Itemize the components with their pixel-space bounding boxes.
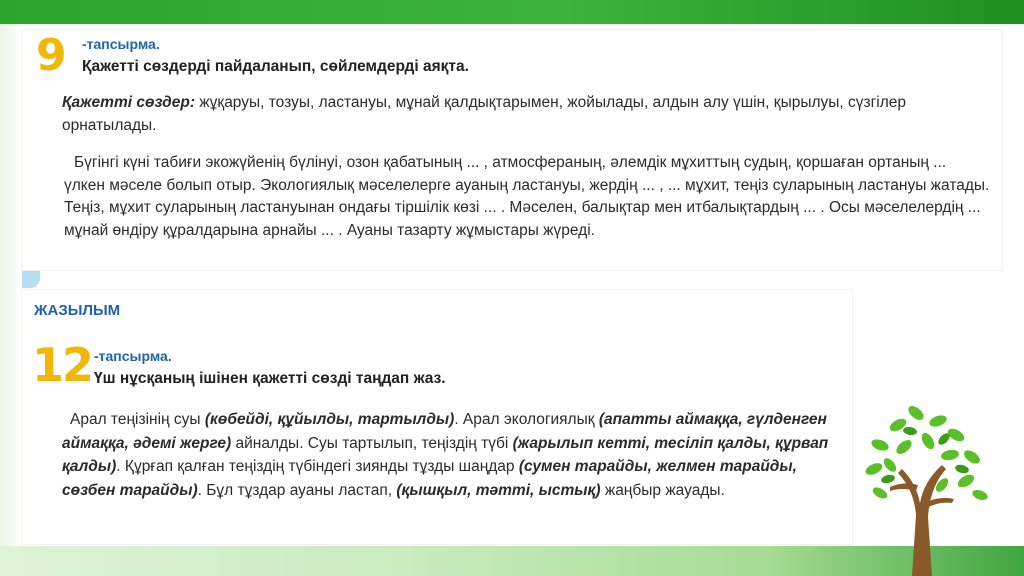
exercise-number: 12 <box>32 338 93 392</box>
text-part: айналды. Суы тартылып, теңіздің түбі <box>231 434 513 452</box>
text-part: . Бұл тұздар ауаны ластап, <box>197 481 397 499</box>
exercise-paragraph: Бүгінгі күні табиғи экожүйенің бүлінуі, озон қабатының ... , атмосфераның, әлемдік мұхиттың судың, қоршаған ортаның ... үлкен мәселе болып отыр. Экологиялық мәселелерге ауаның ластануы, жердің ... , ... мұхит, теңіз суларының ластануы жатады. Теңіз, мұхит суларының ластануынан ондағы тіршілік көзі ... . Мәселен, балықтар мен итбалықтардың ... . Осы мәселелердің ... мұнай өндіру құралдарына арнайы ... . Ауаны тазарту жұмыстары жүреді. <box>64 154 990 239</box>
word-bank-list: жұқаруы, тозуы, ластануы, мұнай қалдықтарымен, жойылады, алдын алу үшін, қырылуы, сүзгілер орнатылады. <box>62 94 907 134</box>
task-label: -тапсырма. <box>82 36 160 52</box>
choice-options: (көбейді, құйылды, тартылды) <box>204 411 455 428</box>
word-bank <box>62 92 992 137</box>
task-instruction: Қажетті сөздерді пайдаланып, сөйлемдерді аяқта. <box>82 58 469 75</box>
top-green-bar <box>0 0 1024 24</box>
task-instruction: Үш нұсқаның ішінен қажетті сөзді таңдап жаз. <box>94 370 446 387</box>
text-part: Арал теңізінің суы <box>70 411 205 428</box>
exercise-12-panel <box>22 290 852 544</box>
choice-options: (қышқыл, тәтті, ыстық) <box>396 481 601 499</box>
task-label: -тапсырма. <box>94 348 172 364</box>
text-part: . Арал экологиялық <box>454 411 599 428</box>
choice-options: (сумен тарайды, желмен тарайды, сөзбен тарайды) <box>62 458 797 499</box>
corner-accent <box>22 268 40 288</box>
text-part: жаңбыр жауады. <box>600 481 725 499</box>
tree-icon <box>850 395 990 576</box>
exercise-paragraph <box>62 408 846 502</box>
text-part: . Құрғап қалған теңіздің түбіндегі зиянды тұзды шаңдар <box>116 458 519 475</box>
section-title: ЖАЗЫЛЫМ <box>34 302 121 319</box>
exercise-9-panel <box>22 30 1002 270</box>
left-edge-decoration <box>0 24 22 546</box>
choice-options: (апатты аймаққа, гүлденген аймаққа, әдемі жерге) <box>62 411 827 452</box>
choice-options: (жарылып кетті, тесіліп қалды, құрвап қалды) <box>62 434 829 475</box>
exercise-number: 9 <box>36 30 67 81</box>
word-bank-label: Қажетті сөздер: <box>62 94 195 111</box>
